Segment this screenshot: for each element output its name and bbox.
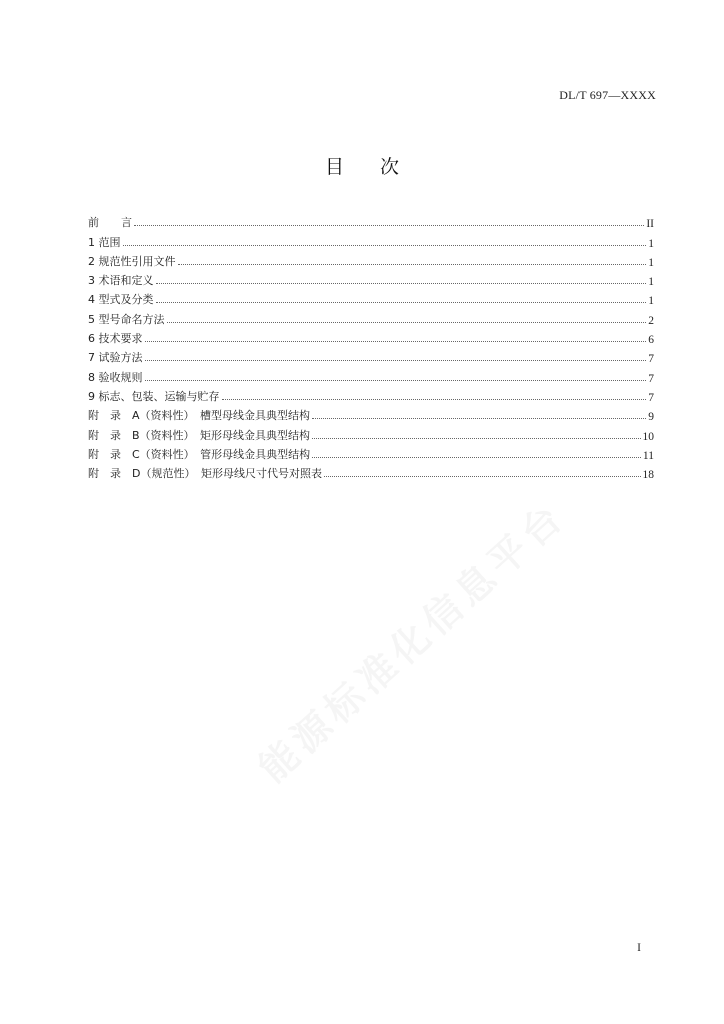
table-of-contents xyxy=(88,211,654,481)
toc-entry-page: 7 xyxy=(648,372,654,385)
toc-entry-label: 8 验收规则 xyxy=(88,370,143,384)
toc-entry-appendix-d[interactable] xyxy=(88,462,654,481)
toc-entry-label: 6 技术要求 xyxy=(88,332,143,346)
leader-dots xyxy=(222,399,647,400)
leader-dots xyxy=(134,225,644,226)
toc-entry-label: 2 规范性引用文件 xyxy=(88,254,176,268)
leader-dots xyxy=(145,341,647,342)
leader-dots xyxy=(312,457,641,458)
leader-dots xyxy=(312,438,640,439)
toc-entry-appendix-c[interactable] xyxy=(88,443,654,462)
toc-entry-page: 9 xyxy=(648,411,654,424)
toc-entry-page: 11 xyxy=(642,449,654,462)
toc-entry-label: 1 范围 xyxy=(88,235,121,249)
toc-entry-page: 1 xyxy=(648,295,654,308)
toc-entry-marking[interactable] xyxy=(88,385,654,404)
toc-entry-page: 1 xyxy=(648,256,654,269)
toc-entry-naming[interactable] xyxy=(88,307,654,326)
toc-entry-page: 7 xyxy=(648,391,654,404)
leader-dots xyxy=(156,283,647,284)
toc-entry-page: 1 xyxy=(648,237,654,250)
toc-entry-types[interactable] xyxy=(88,288,654,307)
toc-entry-label: 3 术语和定义 xyxy=(88,274,154,288)
toc-entry-normative-references[interactable] xyxy=(88,250,654,269)
toc-entry-page: 2 xyxy=(648,314,654,327)
toc-entry-label: 附 录 C（资料性） 管形母线金具典型结构 xyxy=(88,447,311,461)
toc-entry-label: 9 标志、包装、运输与贮存 xyxy=(88,389,220,403)
leader-dots xyxy=(312,418,646,419)
leader-dots xyxy=(167,322,647,323)
toc-entry-appendix-a[interactable] xyxy=(88,404,654,423)
leader-dots xyxy=(145,360,647,361)
toc-entry-label: 5 型号命名方法 xyxy=(88,312,165,326)
toc-entry-label: 4 型式及分类 xyxy=(88,293,154,307)
leader-dots xyxy=(123,245,647,246)
toc-entry-acceptance[interactable] xyxy=(88,365,654,384)
standard-code: DL/T 697—XXXX xyxy=(559,88,656,102)
toc-entry-technical-requirements[interactable] xyxy=(88,327,654,346)
toc-entry-page: 7 xyxy=(648,353,654,366)
toc-entry-scope[interactable] xyxy=(88,230,654,249)
leader-dots xyxy=(324,476,641,477)
toc-entry-page: 1 xyxy=(648,276,654,289)
toc-entry-foreword[interactable] xyxy=(88,211,654,230)
toc-entry-appendix-b[interactable] xyxy=(88,423,654,442)
toc-entry-test-methods[interactable] xyxy=(88,346,654,365)
leader-dots xyxy=(156,302,647,303)
watermark: 能源标准化信息平台 xyxy=(250,493,575,791)
toc-entry-page: 6 xyxy=(648,334,654,347)
toc-entry-terms[interactable] xyxy=(88,269,654,288)
toc-entry-label: 7 试验方法 xyxy=(88,351,143,365)
leader-dots xyxy=(178,264,647,265)
page-number: I xyxy=(637,942,641,954)
toc-entry-page: 10 xyxy=(642,430,654,443)
toc-entry-label: 附 录 D（规范性） 矩形母线尺寸代号对照表 xyxy=(88,467,322,481)
toc-entry-page: 18 xyxy=(642,469,654,482)
toc-entry-page: II xyxy=(646,218,654,231)
page-title: 目次 xyxy=(324,156,435,178)
leader-dots xyxy=(145,380,647,381)
toc-entry-label: 前 言 xyxy=(88,216,132,230)
toc-entry-label: 附 录 A（资料性） 槽型母线金具典型结构 xyxy=(88,409,311,423)
toc-entry-label: 附 录 B（资料性） 矩形母线金具典型结构 xyxy=(88,428,311,442)
